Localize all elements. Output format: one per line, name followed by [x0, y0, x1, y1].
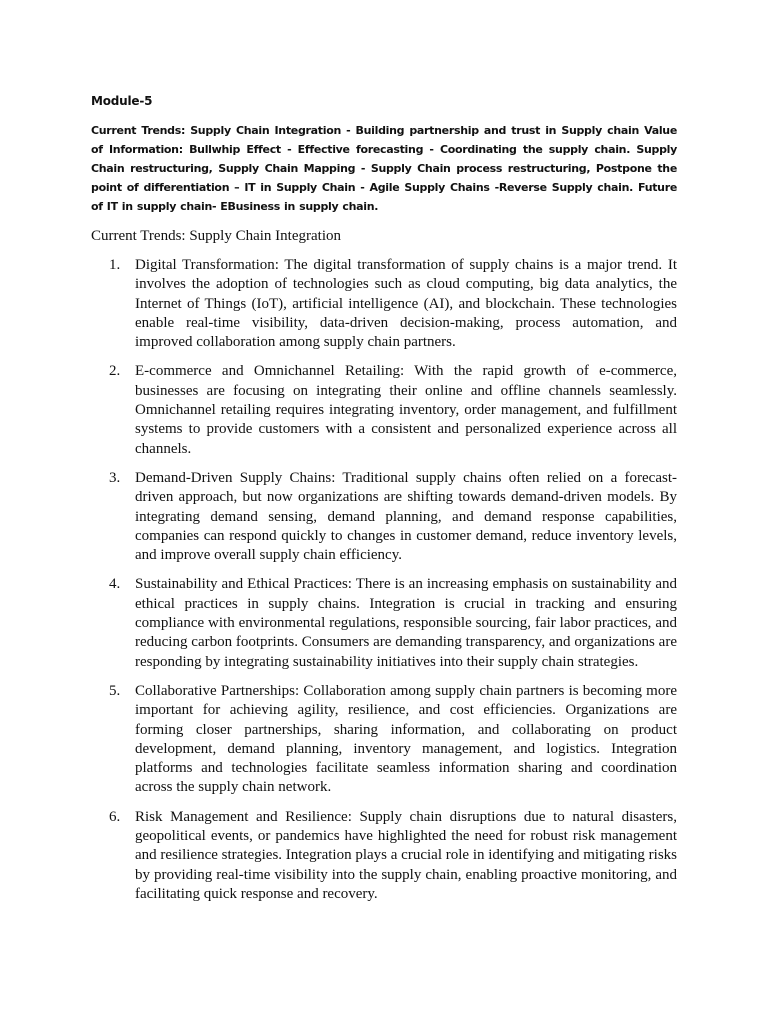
list-item [91, 469, 677, 565]
list-item-text: Collaborative Partnerships: Collaboration among supply chain partners is becoming more important for achieving agility, resilience, and cost efficiencies. Organizations are forming closer partnerships, sharing information, and collaborating on product development, demand planning, inventory management, and logistics. Integration platforms and technologies facilitate seamless information sharing and coordination across the supply chain network. [135, 682, 677, 796]
list-item [91, 362, 677, 458]
list-item [91, 575, 677, 671]
list-item-number: 3. [109, 469, 121, 486]
list-item [91, 682, 677, 798]
list-item [91, 808, 677, 904]
section-heading: Current Trends: Supply Chain Integration [91, 228, 341, 244]
list-item-text: Sustainability and Ethical Practices: There is an increasing emphasis on sustainability and ethical practices in supply chains. Integration is crucial in tracking and ensuring compliance with environmental regulations, responsible sourcing, fair labor practices, and reducing carbon footprints. Consumers are demanding transparency, and organizations are responding by integrating sustainability initiatives into their supply chain strategies. [135, 576, 677, 670]
list-item-number: 6. [109, 808, 121, 825]
list-item-text: Demand-Driven Supply Chains: Traditional supply chains often relied on a forecast-driven approach, but now organizations are shifting towards demand-driven models. By integrating demand sensing, demand planning, and demand response capabilities, companies can respond quickly to changes in customer demand, reduce inventory levels, and improve overall supply chain efficiency. [135, 469, 677, 564]
trend-list [91, 256, 677, 914]
list-item-number: 2. [109, 363, 121, 380]
list-item-text: Risk Management and Resilience: Supply chain disruptions due to natural disasters, geopolitical events, or pandemics have highlighted the need for robust risk management and resilience strategies. Integration plays a crucial role in identifying and mitigating risks by providing real-time visibility into the supply chain, enabling proactive monitoring, and facilitating quick response and recovery. [135, 808, 677, 902]
list-item-number: 4. [109, 576, 121, 593]
list-item-text: E-commerce and Omnichannel Retailing: With the rapid growth of e-commerce, businesses are focusing on integrating their online and offline channels seamlessly. Omnichannel retailing requires integrating inventory, order management, and fulfillment systems to provide customers with a consistent and personalized experience across all channels. [135, 363, 677, 457]
list-item-number: 1. [109, 257, 121, 273]
list-item-text: Digital Transformation: The digital transformation of supply chains is a major trend. It involves the adoption of technologies such as cloud computing, big data analytics, the Internet of Things (IoT), artificial intelligence (AI), and blockchain. These technologies enable real-time visibility, data-driven decision-making, process automation, and improved collaboration among supply chain partners. [135, 257, 677, 351]
module-title: Module-5 [91, 94, 153, 108]
syllabus-paragraph: Current Trends: Supply Chain Integration - Building partnership and trust in Supply chain Value of Information: Bullwhip Effect - Effective forecasting - Coordinating the supply chain. Supply Chain restructuring, Supply Chain Mapping - Supply Chain process restructuring, Postpone the point of differentiation – IT in Supply Chain - Agile Supply Chains -Reverse Supply chain. Future of IT in supply chain- EBusiness in supply chain. [91, 124, 677, 213]
list-item-number: 5. [109, 682, 121, 699]
list-item [91, 256, 677, 352]
